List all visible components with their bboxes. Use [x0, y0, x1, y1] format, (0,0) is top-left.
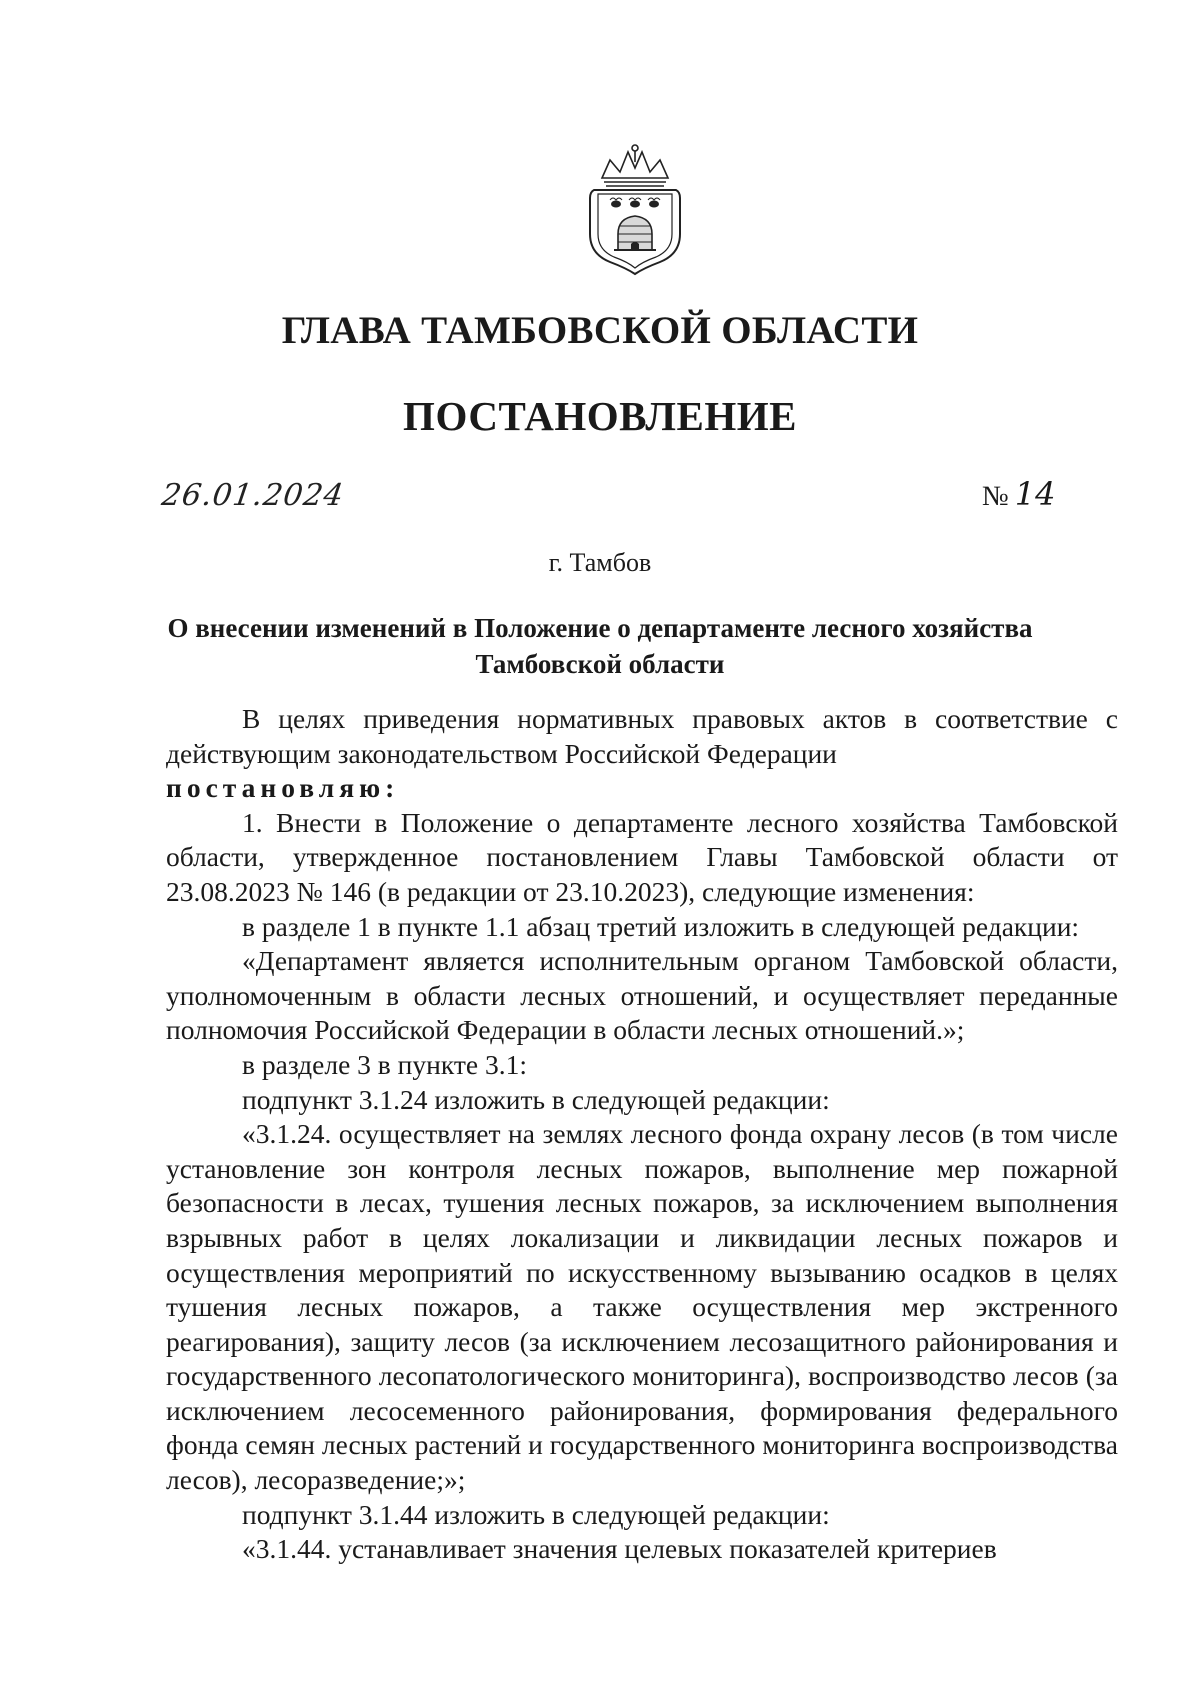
- document-type-title: ПОСТАНОВЛЕНИЕ: [403, 393, 797, 439]
- body-paragraph: «3.1.24. осуществляет на землях лесного фонда охрану лесов (в том числе установление зон контроля лесных пожаров, выполнение мер пожарной безопасности в лесах, тушения лесных пожаров, за исключением выполнения взрывных работ в целях локализации и ликвидации лесных пожаров и осуществления мероприятий по искусственному вызыванию осадков в целях тушения лесных пожаров, а также осуществления мер экстренного реагирования), защиту лесов (за исключением лесозащитного районирования и государственного лесопатологического мониторинга), воспроизводство лесов (за исключением лесосеменного районирования, формирования федерального фонда семян лесных растений и государственного мониторинга воспроизводства лесов), лесоразведение;»;: [166, 1118, 1118, 1496]
- preamble-text: В целях приведения нормативных правовых актов в соответствие с действующим законодательством Российской Федерации: [166, 703, 1118, 769]
- document-number: [982, 475, 1055, 513]
- issue-city: г. Тамбов: [548, 548, 652, 577]
- number-label: №: [982, 481, 1009, 512]
- subject-line-2: Тамбовской области: [475, 649, 725, 679]
- document-subject: [150, 610, 1050, 682]
- body-paragraph: в разделе 3 в пункте 3.1:: [242, 1048, 527, 1080]
- tambov-oblast-coat-of-arms-icon: [580, 138, 690, 278]
- body-paragraph: в разделе 1 в пункте 1.1 абзац третий изложить в следующей редакции:: [242, 910, 1080, 942]
- body-paragraph: «3.1.44. устанавливает значения целевых показателей критериев: [242, 1533, 997, 1565]
- decree-word: постановляю:: [166, 772, 400, 804]
- preamble-paragraph: [166, 702, 1118, 771]
- document-date: 26.01.2024: [159, 478, 347, 513]
- number-value: 14: [1014, 475, 1056, 513]
- subject-line-1: О внесении изменений в Положение о департаменте лесного хозяйства: [167, 613, 1033, 643]
- issuing-authority-title: ГЛАВА ТАМБОВСКОЙ ОБЛАСТИ: [281, 309, 919, 352]
- body-paragraph: подпункт 3.1.44 изложить в следующей редакции:: [242, 1498, 830, 1530]
- body-paragraph: 1. Внести в Положение о департаменте лесного хозяйства Тамбовской области, утвержденное постановлением Главы Тамбовской области от 23.08.2023 № 146 (в редакции от 23.10.2023), следующие изменения:: [166, 806, 1118, 907]
- decree-paragraph: [166, 771, 1118, 806]
- document-body: [166, 702, 1118, 1567]
- body-paragraph: «Департамент является исполнительным органом Тамбовской области, уполномоченным в области лесных отношений, и осуществляет переданные полномочия Российской Федерации в области лесных отношений.»;: [166, 945, 1118, 1046]
- body-paragraph: подпункт 3.1.24 изложить в следующей редакции:: [242, 1083, 830, 1115]
